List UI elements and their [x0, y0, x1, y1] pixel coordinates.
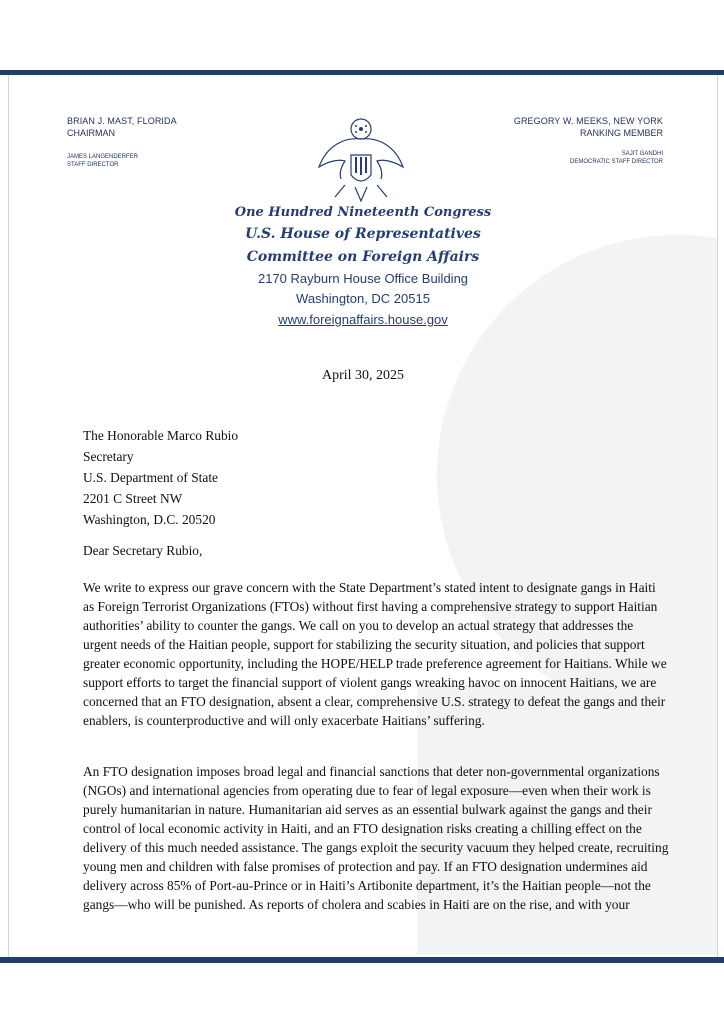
- address-line-2: Washington, DC 20515: [296, 291, 430, 306]
- recipient-line: Secretary: [83, 449, 134, 464]
- congress-line: One Hundred Nineteenth Congress: [234, 205, 492, 220]
- ranking-member-name: GREGORY W. MEEKS, NEW YORK: [513, 116, 663, 126]
- chairman-title: CHAIRMAN: [67, 128, 116, 138]
- staff-director-title: STAFF DIRECTOR: [67, 162, 119, 168]
- recipient-line: Washington, D.C. 20520: [83, 512, 216, 527]
- staff-director-block: [67, 153, 138, 169]
- paragraph-2: An FTO designation imposes broad legal and financial sanctions that deter non-governmental organizations (NGOs) and international agencies from operating due to fear of legal exposure—even when their work is purely humanitarian in nature. Humanitarian aid serves as an essential bulwark against the gangs and their control of local economic activity in Haiti, and an FTO designation risks creating a chilling effect on the delivery of this much needed assistance. The gangs exploit the security vacuum they helped create, recruiting young men and children with false promises of protection and pay. If an FTO designation undermines aid delivery across 85% of Port-au-Prince or in Haiti’s Artibonite department, it’s the Haitian people—not the gangs—who will be punished. As reports of cholera and scabies in Haiti are on the rise, and with your: [83, 764, 669, 912]
- paragraph-1: We write to express our grave concern with the State Department’s stated intent to designate gangs in Haiti as Foreign Terrorist Organizations (FTOs) without first having a comprehensive strategy to support Haitian authorities’ ability to counter the gangs. We call on you to develop an actual strategy that addresses the urgent needs of the Haitian people, support for stabilizing the security situation, and policies that support greater economic opportunity, including the HOPE/HELP trade preference agreement for Haitians. While we support efforts to target the financial support of violent gangs wreaking havoc on innocent Haitians, we are concerned that an FTO designation, absent a clear, comprehensive U.S. strategy to defeat the gangs and their enablers, is counterproductive and will only exacerbate Haitians’ suffering.: [83, 580, 667, 728]
- democratic-staff-title: DEMOCRATIC STAFF DIRECTOR: [570, 159, 663, 165]
- salutation: Dear Secretary Rubio,: [83, 543, 203, 558]
- website-link[interactable]: www.foreignaffairs.house.gov: [278, 312, 448, 327]
- letter-date: April 30, 2025: [321, 368, 405, 383]
- democratic-staff-block: [570, 150, 663, 166]
- house-line: U.S. House of Representatives: [245, 226, 481, 242]
- recipient-line: U.S. Department of State: [83, 470, 218, 485]
- chairman-name: BRIAN J. MAST, FLORIDA: [67, 116, 177, 126]
- letter-page: [8, 75, 718, 957]
- page-frame-bottom: [0, 957, 724, 963]
- recipient-line: 2201 C Street NW: [83, 491, 183, 506]
- address-line-1: 2170 Rayburn House Office Building: [257, 271, 469, 286]
- ranking-member-title: RANKING MEMBER: [579, 128, 663, 138]
- staff-director-name: JAMES LANGENDERFER: [67, 154, 139, 160]
- recipient-address: [83, 425, 669, 530]
- chairman-block: [67, 115, 177, 139]
- eagle-seal-icon: [315, 115, 407, 203]
- democratic-staff-name: SAJIT GANDHI: [621, 151, 663, 157]
- committee-line: Committee on Foreign Affairs: [246, 249, 480, 265]
- ranking-member-block: [514, 115, 663, 139]
- recipient-line: The Honorable Marco Rubio: [83, 428, 239, 443]
